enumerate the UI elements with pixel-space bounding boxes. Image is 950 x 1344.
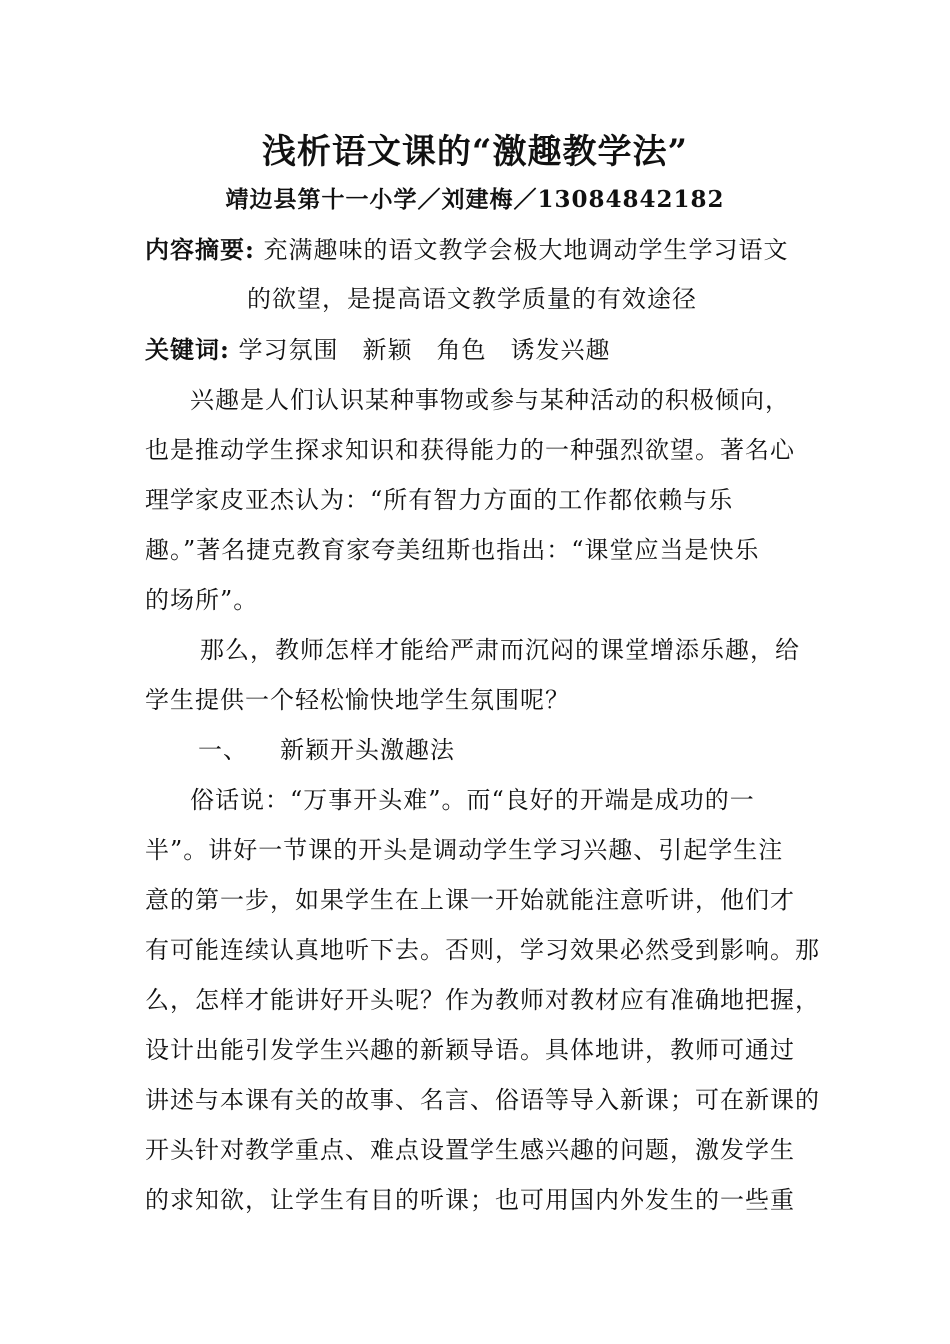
paragraph-line: 半”。讲好一节课的开头是调动学生学习兴趣、引起学生注 (145, 836, 784, 864)
section-number: 一、 (198, 736, 248, 764)
section-heading (198, 732, 810, 768)
paragraph-line: 意的第一步，如果学生在上课一开始就能注意听讲，他们才 (145, 886, 795, 914)
paragraph-line: 开头针对教学重点、难点设置学生感兴趣的问题，激发学生 (145, 1136, 795, 1164)
keywords-line (145, 332, 810, 368)
paragraph-line: 学生提供一个轻松愉快地学生氛围呢？ (145, 686, 570, 714)
paragraph-line: 兴趣是人们认识某种事物或参与某种活动的积极倾向， (190, 386, 790, 414)
paragraph-line: 么，怎样才能讲好开头呢？作为教师对教材应有准确地把握， (145, 986, 820, 1014)
abstract-line-2: 的欲望，是提高语文教学质量的有效途径 (247, 285, 697, 313)
keyword-item: 学习氛围 (238, 336, 339, 364)
paragraph-line: 的求知欲，让学生有目的听课；也可用国内外发生的一些重 (145, 1186, 795, 1214)
paragraph-line: 理学家皮亚杰认为：“所有智力方面的工作都依赖与乐 (145, 486, 734, 514)
paragraph-line: 也是推动学生探求知识和获得能力的一种强烈欲望。著名心 (145, 436, 795, 464)
paragraph-line: 有可能连续认真地听下去。否则，学习效果必然受到影响。那 (145, 936, 820, 964)
section-title: 新颖开头激趣法 (280, 736, 455, 764)
abstract-label: 内容摘要: (145, 235, 255, 264)
paragraph-line: 俗话说：“万事开头难”。而“良好的开端是成功的一 (190, 786, 755, 814)
keyword-item: 角色 (436, 336, 487, 364)
keyword-item: 诱发兴趣 (510, 336, 611, 364)
paragraph-line: 的场所”。 (145, 586, 259, 614)
abstract-text-1: 充满趣味的语文教学会极大地调动学生学习语文 (263, 236, 789, 264)
document-title: 浅析语文课的“激趣教学法” (261, 132, 689, 172)
paragraph-line: 设计出能引发学生兴趣的新颖导语。具体地讲，教师可通过 (145, 1036, 795, 1064)
author-line: 靖边县第十一小学／刘建梅／13084842182 (225, 186, 725, 213)
abstract-line-1 (145, 232, 810, 268)
keyword-item: 新颖 (362, 336, 413, 364)
paragraph-line: 趣。”著名捷克教育家夸美纽斯也指出：“课堂应当是快乐 (145, 536, 760, 564)
keywords-label: 关键词: (145, 335, 230, 364)
paragraph-line: 那么，教师怎样才能给严肃而沉闷的课堂增添乐趣，给 (200, 636, 800, 664)
paragraph-line: 讲述与本课有关的故事、名言、俗语等导入新课；可在新课的 (145, 1086, 820, 1114)
